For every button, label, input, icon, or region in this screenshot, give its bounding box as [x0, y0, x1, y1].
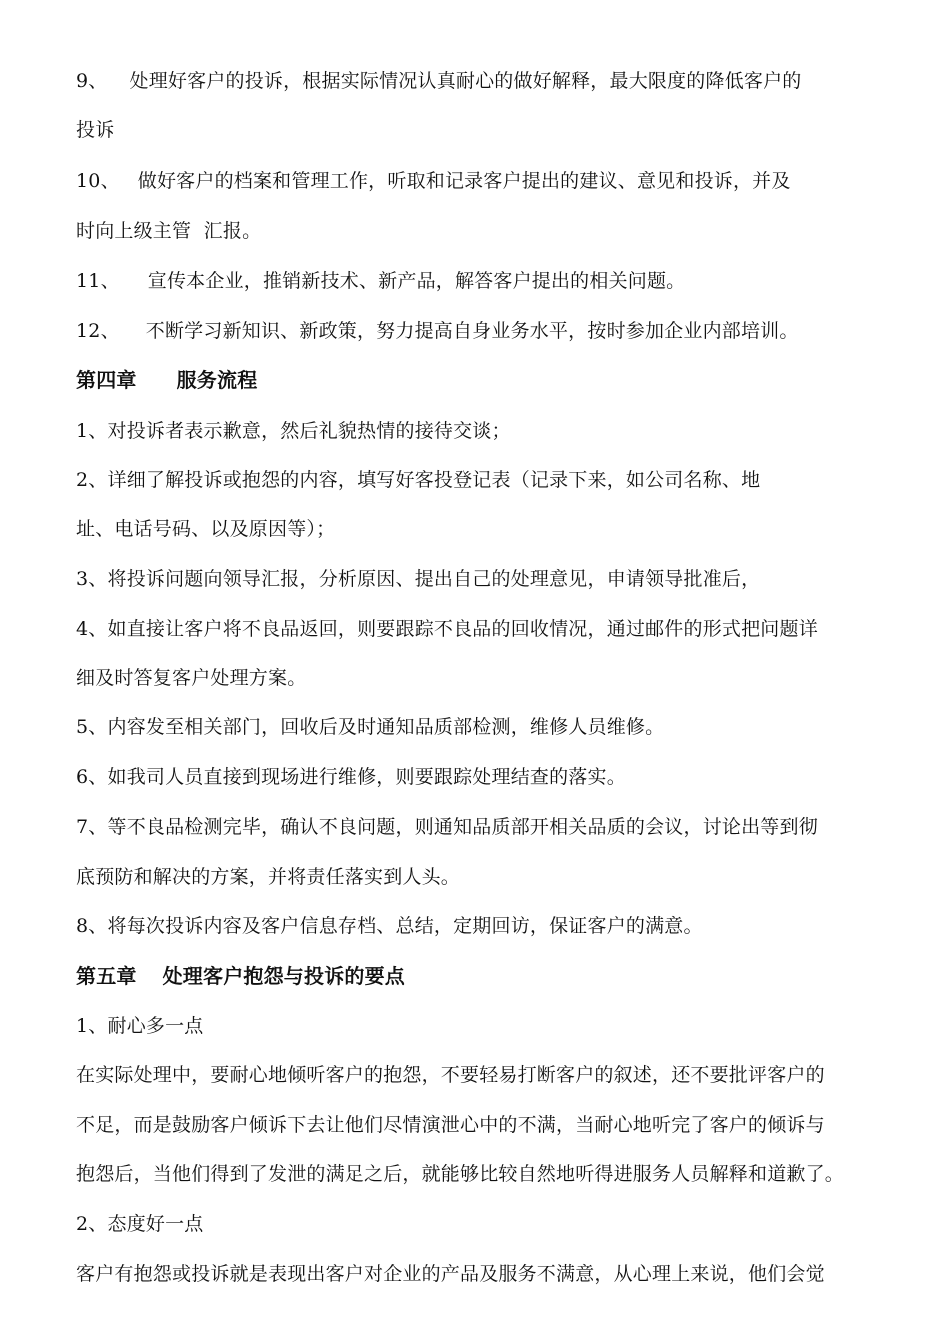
- paragraph-line: 在实际处理中，要耐心地倾听客户的抱怨，不要轻易打断客户的叙述，还不要批评客户的: [76, 1064, 825, 1086]
- item-text: 宣传本企业，推销新技术、新产品，解答客户提出的相关问题。: [147, 270, 686, 292]
- step-line: 4、如直接让客户将不良品返回，则要跟踪不良品的回收情况，通过邮件的形式把问题详: [76, 618, 818, 640]
- step-line: 3、将投诉问题向领导汇报，分析原因、提出自己的处理意见，申请领导批准后，: [76, 568, 761, 590]
- step-line: 7、等不良品检测完毕，确认不良问题，则通知品质部开相关品质的会议，讨论出等到彻: [76, 816, 818, 838]
- chapter-title: 处理客户抱怨与投诉的要点: [162, 964, 406, 988]
- list-item-10-continuation: 时向上级主管 汇报。: [76, 220, 262, 242]
- list-item-11: [76, 268, 685, 294]
- item-number: 12、: [76, 320, 120, 342]
- item-text: 处理好客户的投诉，根据实际情况认真耐心的做好解释，最大限度的降低客户的: [129, 70, 802, 92]
- chapter-label: 第四章: [76, 368, 137, 392]
- item-text: 不断学习新知识、新政策，努力提高自身业务水平，按时参加企业内部培训。: [145, 320, 799, 342]
- chapter-label: 第五章: [76, 964, 137, 988]
- step-line: 2、详细了解投诉或抱怨的内容，填写好客投登记表（记录下来，如公司名称、地: [76, 469, 761, 491]
- step-line: 址、电话号码、以及原因等）；: [76, 518, 336, 540]
- item-number: 10、: [76, 170, 120, 192]
- chapter-4-heading: [76, 367, 257, 393]
- paragraph-line: 抱怨后，当他们得到了发泄的满足之后，就能够比较自然地听得进服务人员解释和道歉了。: [76, 1163, 845, 1185]
- chapter-5-heading: [76, 963, 405, 989]
- step-line: 6、如我司人员直接到现场进行维修，则要跟踪处理结查的落实。: [76, 766, 626, 788]
- list-item-12: [76, 318, 799, 344]
- paragraph-line: 客户有抱怨或投诉就是表现出客户对企业的产品及服务不满意，从心理上来说，他们会觉: [76, 1263, 825, 1285]
- point-heading: 1、耐心多一点: [76, 1015, 204, 1037]
- paragraph-line: 不足，而是鼓励客户倾诉下去让他们尽情演泄心中的不满，当耐心地听完了客户的倾诉与: [76, 1114, 825, 1136]
- step-line: 1、对投诉者表示歉意，然后礼貌热情的接待交谈；: [76, 420, 511, 442]
- list-item-9: [76, 68, 802, 94]
- item-number: 9、: [76, 70, 108, 92]
- item-number: 11、: [76, 270, 120, 292]
- step-line: 底预防和解决的方案，并将责任落实到人头。: [76, 866, 461, 888]
- step-line: 细及时答复客户处理方案。: [76, 667, 307, 689]
- list-item-9-continuation: 投诉: [76, 119, 115, 141]
- point-heading: 2、态度好一点: [76, 1213, 204, 1235]
- item-text: 做好客户的档案和管理工作，听取和记录客户提出的建议、意见和投诉，并及: [137, 170, 791, 192]
- step-line: 5、内容发至相关部门，回收后及时通知品质部检测，维修人员维修。: [76, 716, 665, 738]
- list-item-10: [76, 168, 791, 194]
- step-line: 8、将每次投诉内容及客户信息存档、总结，定期回访，保证客户的满意。: [76, 915, 703, 937]
- chapter-title: 服务流程: [176, 368, 258, 392]
